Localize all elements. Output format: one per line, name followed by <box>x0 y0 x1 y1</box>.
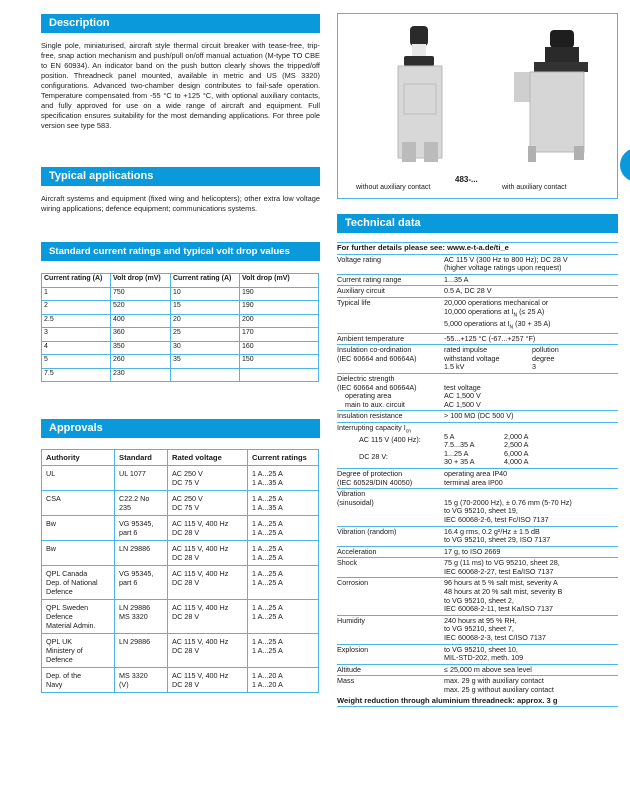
ratings-col-header: Current rating (A) <box>171 274 240 288</box>
ratings-cell: 1 <box>42 287 111 301</box>
approvals-cell <box>115 566 168 600</box>
approvals-row <box>42 634 319 668</box>
approvals-cell-line: DC 75 V <box>172 503 200 512</box>
ratings-cell: 160 <box>240 341 319 355</box>
approvals-row <box>42 466 319 491</box>
ratings-cell: 20 <box>171 314 240 328</box>
approvals-row <box>42 668 319 693</box>
approvals-cell <box>248 634 319 668</box>
approvals-cell-line: AC 115 V, 400 Hz <box>172 637 229 646</box>
approvals-cell <box>42 668 115 693</box>
approvals-cell-line: part 6 <box>119 528 138 537</box>
approvals-cell-line: DC 75 V <box>172 478 200 487</box>
approvals-cell-line: AC 115 V, 400 Hz <box>172 603 229 612</box>
approvals-cell-line: 1 A...25 A <box>252 528 283 537</box>
ratings-cell: 750 <box>111 287 171 301</box>
tech-acceleration: Acceleration 17 g, to ISO 2669 <box>337 547 618 559</box>
tech-further-details: For further details please see: www.e-t-a.de/ti_e <box>337 242 618 255</box>
approvals-cell <box>168 600 248 634</box>
approvals-cell-line: (V) <box>119 680 129 689</box>
approvals-cell-line: DC 28 V <box>172 680 200 689</box>
ratings-cell: 190 <box>240 287 319 301</box>
approvals-cell-line: QPL Canada <box>46 569 88 578</box>
approvals-cell <box>115 466 168 491</box>
approvals-cell <box>115 600 168 634</box>
tech-weight-note: Weight reduction through aluminium threadneck: approx. 3 g <box>337 696 618 708</box>
tech-insulation-resistance: Insulation resistance > 100 MΩ (DC 500 V) <box>337 411 618 423</box>
ratings-row <box>42 328 319 342</box>
technical-header: Technical data <box>337 214 618 233</box>
approvals-cell-line: VG 95345, <box>119 569 154 578</box>
ratings-cell: 520 <box>111 301 171 315</box>
approvals-cell-line: 1 A...25 A <box>252 646 283 655</box>
ratings-cell: 360 <box>111 328 171 342</box>
tech-mass: Mass max. 29 g with auxiliary contact max. 25 g without auxiliary contact <box>337 676 554 694</box>
approvals-cell-line: 1 A...25 A <box>252 603 283 612</box>
ratings-cell: 230 <box>111 368 171 382</box>
approvals-cell-line: 1 A...25 A <box>252 544 283 553</box>
approvals-row <box>42 600 319 634</box>
tech-explosion: Explosion to VG 95210, sheet 10, MIL-STD-202, meth. 109 <box>337 645 618 665</box>
ratings-cell: 190 <box>240 301 319 315</box>
ratings-cell: 30 <box>171 341 240 355</box>
breaker-without-aux-image <box>398 26 442 162</box>
approvals-cell <box>42 634 115 668</box>
ratings-table <box>41 273 319 382</box>
approvals-cell <box>42 600 115 634</box>
approvals-col-header: Rated voltage <box>168 450 248 466</box>
ratings-cell: 2 <box>42 301 111 315</box>
approvals-cell-line: 1 A...25 A <box>252 469 283 478</box>
approvals-cell-line: 1 A...25 A <box>252 494 283 503</box>
approvals-cell <box>42 491 115 516</box>
approvals-cell-line: Bw <box>46 544 56 553</box>
approvals-cell <box>168 668 248 693</box>
caption-with-aux: with auxiliary contact <box>502 184 567 191</box>
ratings-cell: 3 <box>42 328 111 342</box>
approvals-cell-line: Material Admin. <box>46 621 96 630</box>
approvals-cell <box>248 668 319 693</box>
approvals-row <box>42 566 319 600</box>
approvals-cell-line: Defence <box>46 612 73 621</box>
approvals-row <box>42 491 319 516</box>
approvals-cell <box>168 541 248 566</box>
approvals-cell <box>248 600 319 634</box>
approvals-cell-line: DC 28 V <box>172 646 200 655</box>
ratings-cell: 150 <box>240 355 319 369</box>
approvals-cell-line: 1 A...25 A <box>252 519 283 528</box>
description-text: Single pole, miniaturised, aircraft style thermal circuit breaker with tease-free, trip-free, snap action mechanism and push/pull on/off manual actuation (M-type TO CBE to EN 60934). An indicator band on the push button clearly shows the tripped/off position. Threadneck panel mounted, available in metric and US (MS 3320) configurations. Advanced two-chamber design contributes to fail-safe operation. Temperature compensated from -55 °C to +125 °C, with optional auxiliary contacts, and fully approved for use on a wide range of aircraft and equipment. Full specification ensures suitability for the most demanding applications. For three pole version see type 583. <box>41 41 320 130</box>
approvals-cell-line: part 6 <box>119 578 138 587</box>
approvals-cell <box>248 466 319 491</box>
ratings-col-header: Current rating (A) <box>42 274 111 288</box>
approvals-cell <box>248 516 319 541</box>
approvals-cell-line: Dep. of the <box>46 671 82 680</box>
approvals-col-header: Authority <box>42 450 115 466</box>
approvals-col-header: Current ratings <box>248 450 319 466</box>
ratings-row <box>42 341 319 355</box>
approvals-cell-line: 1 A...35 A <box>252 478 283 487</box>
approvals-cell <box>42 466 115 491</box>
page-tab-marker <box>620 148 630 182</box>
approvals-cell-line: MS 3320 <box>119 612 148 621</box>
tech-shock: Shock 75 g (11 ms) to VG 95210, sheet 28, IEC 60068-2-27, test Ea/ISO 7137 <box>337 558 618 578</box>
ratings-row <box>42 287 319 301</box>
approvals-cell-line: DC 28 V <box>172 578 200 587</box>
approvals-cell-line: AC 115 V, 400 Hz <box>172 519 229 528</box>
product-photo <box>338 14 617 174</box>
approvals-cell <box>115 541 168 566</box>
approvals-cell-line: 1 A...25 A <box>252 612 283 621</box>
ratings-col-header: Volt drop (mV) <box>111 274 171 288</box>
ratings-header-row <box>42 274 319 288</box>
ratings-cell: 2.5 <box>42 314 111 328</box>
tech-vibration-sinusoidal: Vibration (sinusoidal) 15 g (70-2000 Hz), ± 0.76 mm (5-70 Hz) to VG 95210, sheet 19, IEC 60068-2-6, test Fc/ISO 7137 <box>337 489 618 526</box>
approvals-cell-line: 1 A...35 A <box>252 503 283 512</box>
approvals-cell-line: VG 95345, <box>119 519 154 528</box>
tech-aux-circuit: Auxiliary circuit 0.5 A, DC 28 V <box>337 286 618 298</box>
approvals-cell-line: QPL UK <box>46 637 73 646</box>
tech-vibration-random: Vibration (random) 16.4 g rms, 0.2 g²/Hz ± 1.5 dB to VG 95210, sheet 29, ISO 7137 <box>337 527 618 547</box>
ratings-cell: 5 <box>42 355 111 369</box>
approvals-cell-line: LN 29886 <box>119 637 151 646</box>
approvals-cell <box>168 491 248 516</box>
breaker-with-aux-image <box>514 30 588 162</box>
approvals-cell-line: C22.2 No <box>119 494 150 503</box>
ratings-cell: 350 <box>111 341 171 355</box>
approvals-cell-line: Navy <box>46 680 63 689</box>
approvals-cell-line: 235 <box>119 503 131 512</box>
approvals-cell-line: 1 A...25 A <box>252 578 283 587</box>
approvals-cell <box>115 668 168 693</box>
approvals-cell-line: UL <box>46 469 56 478</box>
approvals-cell <box>168 634 248 668</box>
ratings-row <box>42 355 319 369</box>
approvals-cell <box>168 566 248 600</box>
applications-text: Aircraft systems and equipment (fixed wing and helicopters); other extra low voltage wiring applications; defence equipment; communications systems. <box>41 194 320 213</box>
approvals-cell <box>42 516 115 541</box>
tech-ambient: Ambient temperature -55...+125 °C (-67...+257 °F) <box>337 334 618 346</box>
approvals-cell-line: 1 A...25 A <box>252 637 283 646</box>
ratings-cell: 10 <box>171 287 240 301</box>
tech-insulation: Insulation co-ordination (IEC 60664 and 60664A) rated impulse withstand voltage 1.5 kV pollution degree 3 <box>337 345 618 374</box>
approvals-cell-line: AC 250 V <box>172 494 203 503</box>
tech-dielectric: Dielectric strength (IEC 60664 and 60664A) operating area main to aux. circuit test voltage AC 1,500 V AC 1,500 V <box>337 374 618 411</box>
approvals-cell-line: MS 3320 <box>119 671 148 680</box>
ratings-row <box>42 301 319 315</box>
approvals-cell-line: DC 28 V <box>172 528 200 537</box>
ratings-cell: 200 <box>240 314 319 328</box>
tech-typical-life: Typical life 20,000 operations mechanical or 10,000 operations at $I_N$ (≤ 25 A) 5,000 operations at $I_N$ (30 + 35 A) <box>337 298 618 334</box>
approvals-cell-line: LN 29886 <box>119 544 151 553</box>
tech-voltage-rating: Voltage rating AC 115 V (300 Hz to 800 Hz); DC 28 V (higher voltage ratings upon request) <box>337 255 618 275</box>
approvals-cell <box>248 566 319 600</box>
description-header: Description <box>41 14 320 33</box>
tech-humidity: Humidity 240 hours at 95 % RH, to VG 95210, sheet 7, IEC 60068-2-3, test C/ISO 7137 <box>337 616 618 645</box>
tech-current-range: Current rating range 1...35 A <box>337 275 618 287</box>
caption-without-aux: without auxiliary contact <box>356 184 431 191</box>
approvals-cell <box>42 566 115 600</box>
approvals-cell <box>115 516 168 541</box>
approvals-cell-line: Ministery of <box>46 646 83 655</box>
approvals-cell-line: 1 A...20 A <box>252 680 283 689</box>
tech-altitude: Altitude ≤ 25,000 m above sea level <box>337 665 618 677</box>
approvals-header: Approvals <box>41 419 320 438</box>
ratings-cell <box>240 368 319 382</box>
ratings-cell: 400 <box>111 314 171 328</box>
approvals-col-header: Standard <box>115 450 168 466</box>
technical-data <box>337 242 618 707</box>
approvals-cell-line: LN 29886 <box>119 603 151 612</box>
ratings-row <box>42 368 319 382</box>
ratings-cell: 35 <box>171 355 240 369</box>
approvals-cell-line: DC 28 V <box>172 612 200 621</box>
applications-header: Typical applications <box>41 167 320 186</box>
approvals-cell-line: CSA <box>46 494 61 503</box>
ratings-header: Standard current ratings and typical volt drop values <box>41 242 320 261</box>
approvals-header-row <box>42 450 319 466</box>
product-photo-box <box>337 13 618 199</box>
ratings-cell: 260 <box>111 355 171 369</box>
tech-interrupting: Interrupting capacity $I_{cn}$ AC 115 V (400 Hz): DC 28 V: 5 A 2,000 A 7.5...35 A 2,500 A 1...25 A 6,000 A 30 + 35 A 4,000 A <box>337 423 618 469</box>
approvals-cell-line: Defence <box>46 587 73 596</box>
ratings-row <box>42 314 319 328</box>
ratings-cell <box>171 368 240 382</box>
approvals-cell <box>168 516 248 541</box>
approvals-row <box>42 516 319 541</box>
approvals-cell-line: AC 250 V <box>172 469 203 478</box>
ratings-cell: 7.5 <box>42 368 111 382</box>
tech-corrosion: Corrosion 96 hours at 5 % salt mist, severity A 48 hours at 20 % salt mist, severity B to VG 95210, sheet 2, IEC 60068-2-11, test Ka/ISO 7137 <box>337 578 618 615</box>
approvals-cell <box>115 634 168 668</box>
approvals-cell-line: 1 A...20 A <box>252 671 283 680</box>
approvals-cell-line: Defence <box>46 655 73 664</box>
approvals-cell-line: AC 115 V, 400 Hz <box>172 544 229 553</box>
approvals-cell-line: QPL Sweden <box>46 603 89 612</box>
approvals-cell <box>168 466 248 491</box>
ratings-cell: 170 <box>240 328 319 342</box>
ratings-col-header: Volt drop (mV) <box>240 274 319 288</box>
approvals-cell-line: Dep. of National <box>46 578 98 587</box>
approvals-cell-line: 1 A...25 A <box>252 569 283 578</box>
approvals-cell-line: Bw <box>46 519 56 528</box>
tech-protection: Degree of protection (IEC 60529/DIN 40050) operating area IP40 terminal area IP00 <box>337 469 618 489</box>
approvals-cell-line: AC 115 V, 400 Hz <box>172 671 229 680</box>
approvals-cell-line: 1 A...25 A <box>252 553 283 562</box>
ratings-cell: 4 <box>42 341 111 355</box>
approvals-cell <box>115 491 168 516</box>
approvals-cell <box>42 541 115 566</box>
ratings-cell: 15 <box>171 301 240 315</box>
approvals-cell-line: UL 1077 <box>119 469 146 478</box>
approvals-table <box>41 449 319 693</box>
ratings-cell: 25 <box>171 328 240 342</box>
approvals-cell-line: AC 115 V, 400 Hz <box>172 569 229 578</box>
approvals-cell <box>248 541 319 566</box>
approvals-cell-line: DC 28 V <box>172 553 200 562</box>
model-number: 483-... <box>455 175 478 184</box>
approvals-row <box>42 541 319 566</box>
approvals-cell <box>248 491 319 516</box>
